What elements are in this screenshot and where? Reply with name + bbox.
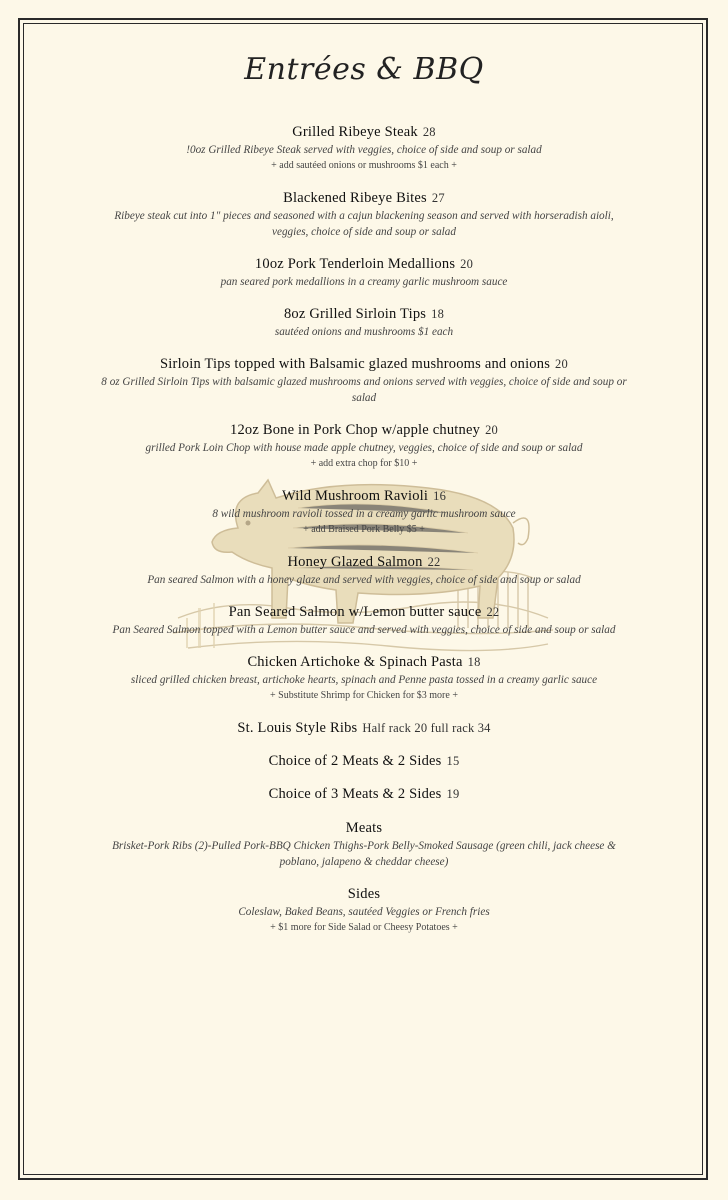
item-price: 15 [446,754,460,768]
section-heading: Meats [345,820,383,836]
menu-section-meats [96,818,632,870]
item-name: St. Louis Style Ribs [237,720,358,736]
item-addon: + add Braised Pork Belly $5 + [303,524,425,535]
item-price: 20 [485,423,498,437]
item-price: 20 [460,257,474,271]
item-description: Pan seared Salmon with a honey glaze and served with veggies, choice of side and soup or salad [147,574,581,586]
menu-item [96,254,632,290]
item-description: 8 wild mushroom ravioli tossed in a creamy garlic mushroom sauce [212,508,516,520]
item-description: grilled Pork Loin Chop with house made apple chutney, veggies, choice of side and soup or salad [145,442,583,454]
item-name: Choice of 2 Meats & 2 Sides [268,753,442,769]
item-description: Coleslaw, Baked Beans, sautéed Veggies or French fries [238,906,490,918]
menu-item [96,486,632,538]
item-description: sautéed onions and mushrooms $1 each [274,326,454,338]
item-name: Choice of 3 Meats & 2 Sides [268,786,442,802]
item-name: Pan Seared Salmon w/Lemon butter sauce [228,604,482,620]
item-name: 10oz Pork Tenderloin Medallions [254,256,456,272]
item-price: 22 [427,555,441,569]
menu-item [96,420,632,472]
item-price: 20 [555,357,568,371]
menu-item [96,188,632,240]
item-addon: + Substitute Shrimp for Chicken for $3 more + [270,690,458,701]
item-name: Blackened Ribeye Bites [283,190,427,206]
menu-item [96,602,632,638]
item-price: 28 [422,125,436,139]
section-heading: Sides [347,886,381,902]
item-price: 27 [431,191,445,205]
item-description: 8 oz Grilled Sirloin Tips with balsamic glazed mushrooms and onions served with veggies, choice of side and soup or salad [101,376,627,404]
menu-section-sides [96,884,632,936]
item-price: 18 [467,655,481,669]
menu-item [96,304,632,340]
item-description: pan seared pork medallions in a creamy garlic mushroom sauce [220,276,508,288]
item-description: Brisket-Pork Ribs (2)-Pulled Pork-BBQ Chicken Thighs-Pork Belly-Smoked Sausage (green chili, jack cheese & poblano, jalapeno & cheddar cheese) [112,840,616,868]
item-name: 12oz Bone in Pork Chop w/apple chutney [230,422,481,438]
item-name: Wild Mushroom Ravioli [281,488,429,504]
item-name: Chicken Artichoke & Spinach Pasta [247,654,463,670]
item-price: 22 [486,605,500,619]
item-description: Pan Seared Salmon topped with a Lemon butter sauce and served with veggies, choice of side and soup or salad [112,624,616,636]
item-addon: + $1 more for Side Salad or Cheesy Potatoes + [270,922,458,933]
item-addon: + add extra chop for $10 + [310,458,418,469]
page-title: Entrées & BBQ [244,52,484,87]
item-name: Grilled Ribeye Steak [292,124,418,140]
item-price: 18 [431,307,445,321]
item-name: Sirloin Tips topped with Balsamic glazed mushrooms and onions [160,356,551,372]
menu-item [96,751,632,771]
menu-item [96,552,632,588]
item-price: Half rack 20 full rack 34 [362,721,491,735]
menu-list [96,122,632,936]
menu-item [96,122,632,174]
item-name: 8oz Grilled Sirloin Tips [283,306,427,322]
item-price: 19 [446,787,460,801]
item-addon: + add sautéed onions or mushrooms $1 each + [271,160,457,171]
menu-item [96,718,632,738]
menu-item [96,784,632,804]
item-price: 16 [433,489,447,503]
item-description: !0oz Grilled Ribeye Steak served with veggies, choice of side and soup or salad [186,144,542,156]
menu-item [96,354,632,406]
menu-item [96,652,632,704]
item-description: Ribeye steak cut into 1" pieces and seasoned with a cajun blackening season and served with horseradish aioli, veggies, choice of side and soup or salad [114,210,614,238]
item-description: sliced grilled chicken breast, artichoke hearts, spinach and Penne pasta tossed in a creamy garlic sauce [130,674,598,686]
item-name: Honey Glazed Salmon [287,554,423,570]
